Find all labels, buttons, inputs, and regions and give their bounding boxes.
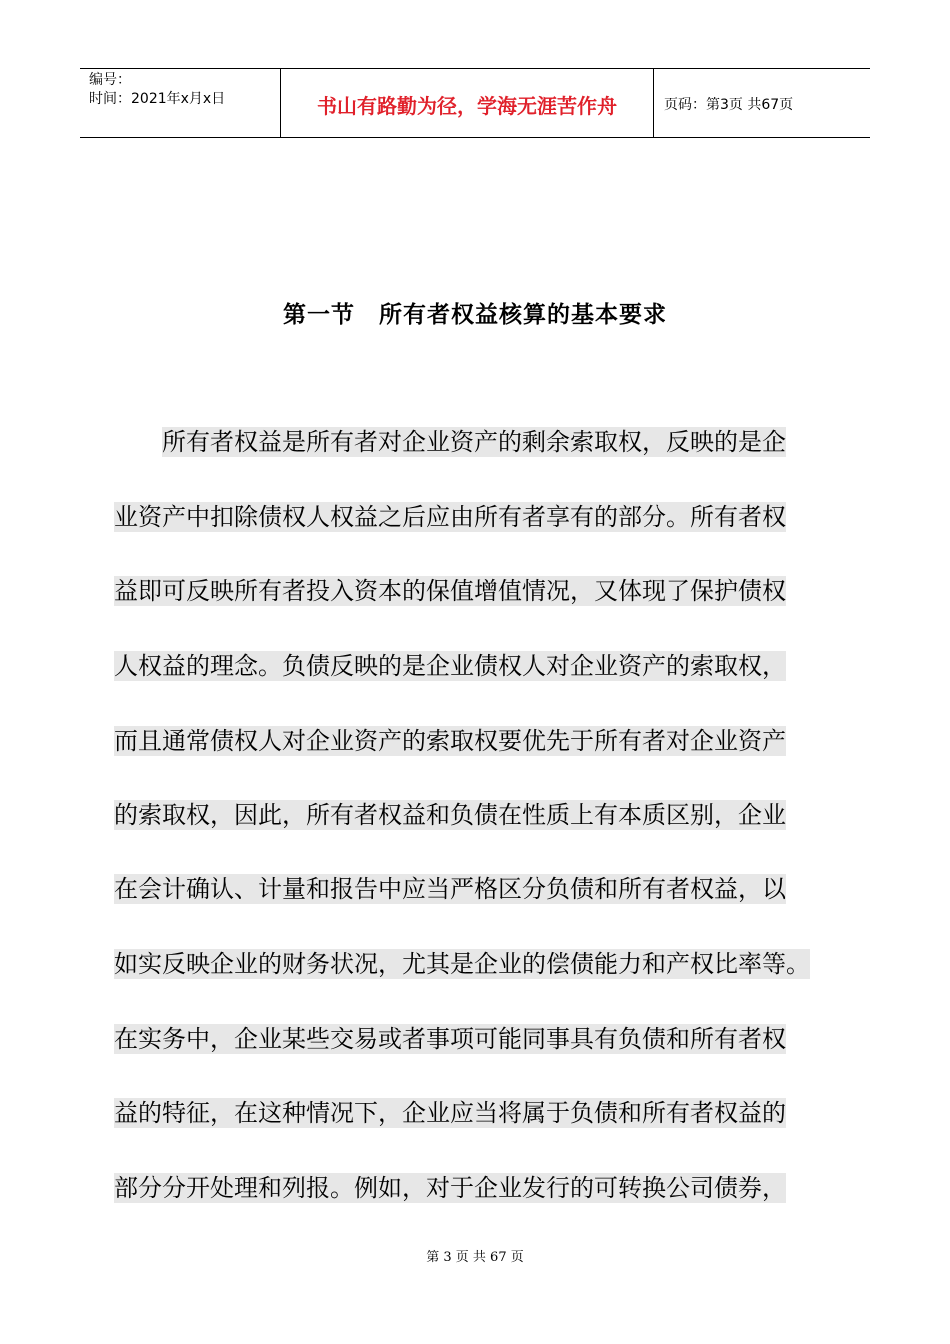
body-line-10: 益的特征，在这种情况下，企业应当将属于负债和所有者权益的 bbox=[114, 1099, 786, 1127]
page-footer: 第 3 页 共 67 页 bbox=[426, 1250, 524, 1265]
body-line-3: 益即可反映所有者投入资本的保值增值情况，又体现了保护债权 bbox=[114, 577, 786, 605]
header-meta-cell bbox=[80, 69, 281, 137]
body-line-9: 在实务中，企业某些交易或者事项可能同事具有负债和所有者权 bbox=[114, 1025, 786, 1053]
body-line-8: 如实反映企业的财务状况，尤其是企业的偿债能力和产权比率等。 bbox=[114, 950, 810, 978]
body-line-7: 在会计确认、计量和报告中应当严格区分负债和所有者权益，以 bbox=[114, 875, 786, 903]
number-label: 编号： bbox=[89, 72, 131, 88]
time-label: 时间：2021年x月x日 bbox=[89, 91, 226, 107]
body-line-11: 部分分开处理和列报。例如，对于企业发行的可转换公司债券， bbox=[114, 1174, 786, 1202]
body-line-2: 业资产中扣除债权人权益之后应由所有者享有的部分。所有者权 bbox=[114, 503, 786, 531]
body-line-1: 所有者权益是所有者对企业资产的剩余索取权，反映的是企 bbox=[162, 428, 786, 456]
body-line-6: 的索取权，因此，所有者权益和负债在性质上有本质区别，企业 bbox=[114, 801, 786, 829]
header-page-info: 页码：第3页 共67页 bbox=[664, 97, 794, 113]
section-title: 第一节 所有者权益核算的基本要求 bbox=[283, 302, 667, 328]
body-line-4: 人权益的理念。负债反映的是企业债权人对企业资产的索取权， bbox=[114, 652, 786, 680]
body-line-5: 而且通常债权人对企业资产的索取权要优先于所有者对企业资产 bbox=[114, 727, 786, 755]
header-motto: 书山有路勤为径，学海无涯苦作舟 bbox=[281, 69, 654, 137]
header-table bbox=[80, 68, 870, 138]
